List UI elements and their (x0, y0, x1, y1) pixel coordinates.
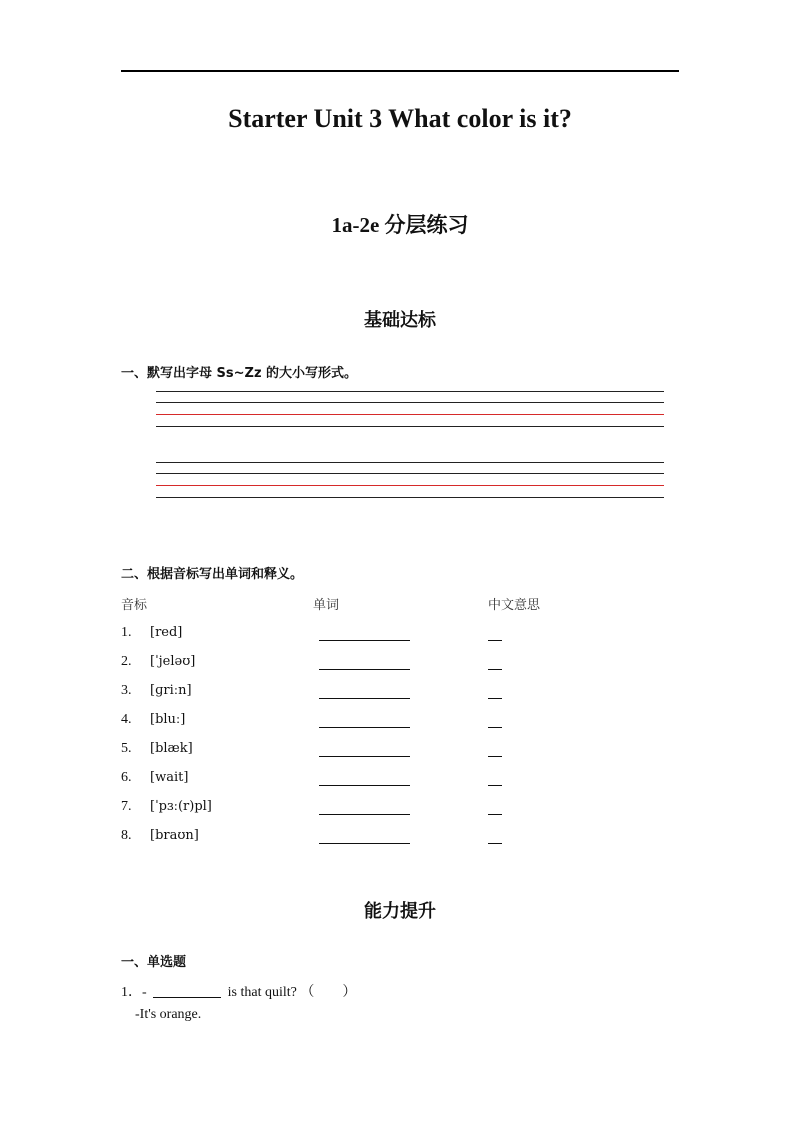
row-number: 1. (121, 625, 132, 640)
section-heading-advanced: 能力提升 (364, 901, 436, 922)
meaning-blank[interactable] (488, 756, 502, 757)
column-header-meaning: 中文意思 (488, 598, 541, 613)
row-number: 5. (121, 741, 132, 756)
answer-blank[interactable] (153, 997, 221, 998)
writing-line[interactable] (156, 497, 664, 498)
meaning-blank[interactable] (488, 785, 502, 786)
meaning-blank[interactable] (488, 727, 502, 728)
column-header-word: 单词 (313, 598, 340, 613)
question-text: is that quilt? （ ） (227, 985, 357, 1000)
row-phonetic: [ˈjeləʊ] (150, 654, 196, 669)
word-blank[interactable] (319, 698, 410, 699)
page-title: Starter Unit 3 What color is it? (228, 104, 572, 133)
writing-line[interactable] (156, 391, 664, 392)
row-phonetic: [blæk] (150, 741, 193, 756)
table-row (0, 654, 800, 676)
writing-line[interactable] (156, 473, 664, 474)
row-number: 8. (121, 828, 132, 843)
row-number: 3. (121, 683, 132, 698)
meaning-blank[interactable] (488, 698, 502, 699)
row-phonetic: [braʊn] (150, 828, 199, 843)
word-blank[interactable] (319, 785, 410, 786)
question-number: 1．- (121, 985, 147, 1000)
table-row (0, 683, 800, 705)
row-phonetic: [ˈpɜː(r)pl] (150, 799, 212, 814)
meaning-blank[interactable] (488, 843, 502, 844)
single-choice-title: 一、单选题 (121, 955, 187, 970)
question-1-title: 一、默写出字母 Ss~Zz 的大小写形式。 (121, 366, 358, 381)
writing-line-red[interactable] (156, 485, 664, 486)
writing-line[interactable] (156, 462, 664, 463)
question-2-title: 二、根据音标写出单词和释义。 (121, 567, 304, 582)
section-heading-basic: 基础达标 (364, 310, 436, 331)
writing-line-red[interactable] (156, 414, 664, 415)
meaning-blank[interactable] (488, 640, 502, 641)
question-item (121, 981, 356, 1001)
row-number: 2. (121, 654, 132, 669)
word-blank[interactable] (319, 669, 410, 670)
word-blank[interactable] (319, 727, 410, 728)
table-row (0, 799, 800, 821)
row-number: 7. (121, 799, 132, 814)
page-subtitle: 1a-2e 分层练习 (331, 213, 469, 237)
word-blank[interactable] (319, 843, 410, 844)
question-answer-line: -It's orange. (135, 1007, 202, 1022)
writing-line[interactable] (156, 402, 664, 403)
table-row (0, 625, 800, 647)
table-row (0, 712, 800, 734)
column-header-phonetic: 音标 (121, 598, 148, 613)
row-phonetic: [red] (150, 625, 183, 640)
meaning-blank[interactable] (488, 814, 502, 815)
row-phonetic: [wait] (150, 770, 189, 785)
row-number: 6. (121, 770, 132, 785)
table-row (0, 770, 800, 792)
row-phonetic: [ɡriːn] (150, 683, 192, 698)
row-phonetic: [bluː] (150, 712, 186, 727)
word-blank[interactable] (319, 756, 410, 757)
word-blank[interactable] (319, 814, 410, 815)
word-blank[interactable] (319, 640, 410, 641)
table-row (0, 828, 800, 850)
header-rule (121, 70, 679, 72)
table-row (0, 741, 800, 763)
meaning-blank[interactable] (488, 669, 502, 670)
row-number: 4. (121, 712, 132, 727)
writing-line[interactable] (156, 426, 664, 427)
